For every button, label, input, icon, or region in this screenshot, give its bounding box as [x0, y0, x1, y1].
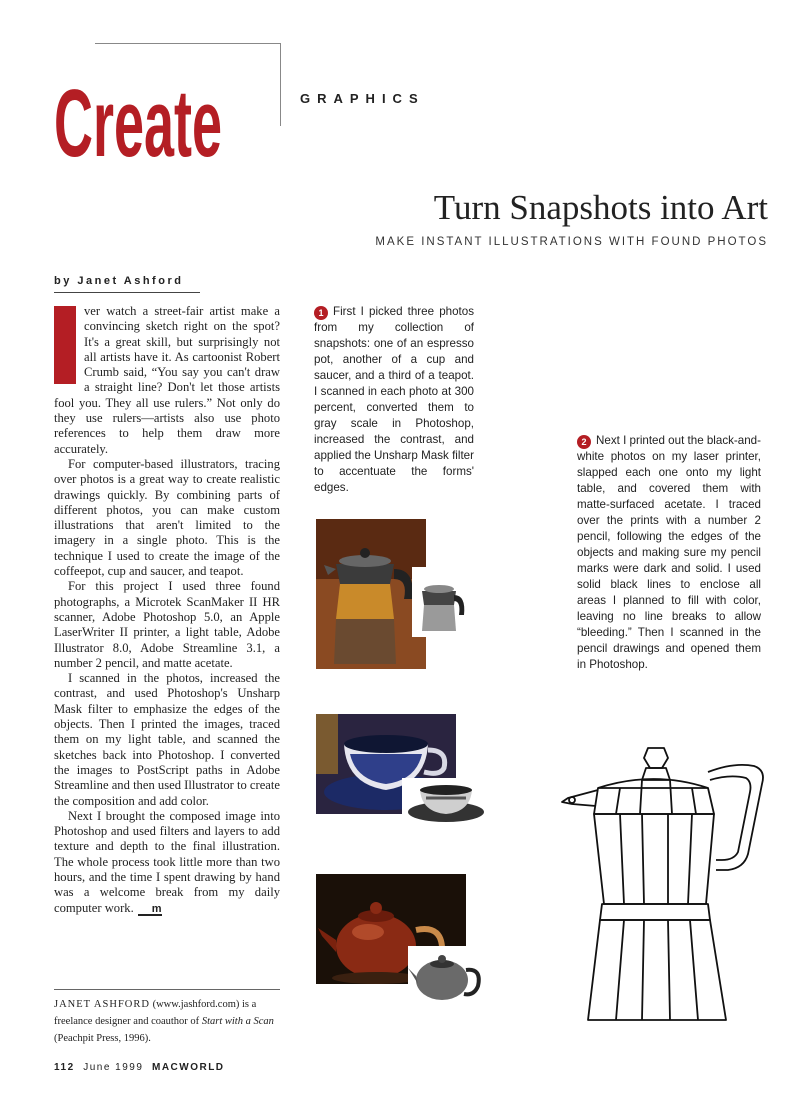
paragraph: For computer-based illustrators, tracing over photos is a great way to create realistic drawings quickly. By combining parts of different photos, you can make custom illustrations that aren't limited to the imagery in a single photo. This is the technique I used to create the image of the coffeepot, cup and saucer, and teapot.: [54, 456, 280, 579]
paragraph: Next I brought the composed image into Photoshop and used filters and layers to add texture and depth to the final illustration. The whole process took little more than two hours, and the time I spent drawing by hand was a welcome break from my daily computer work. m: [54, 808, 280, 915]
article-subtitle: MAKE INSTANT ILLUSTRATIONS WITH FOUND PHOTOS: [375, 236, 768, 248]
drop-cap: [54, 306, 76, 384]
department-logo-text: Create: [54, 70, 222, 160]
espresso-pot-line-drawing: [558, 744, 768, 1029]
issue-date: June 1999: [83, 1062, 144, 1073]
cup-and-saucer-photo: [316, 714, 488, 830]
byline-rule: [54, 292, 200, 293]
header-divider: [280, 43, 281, 126]
page-footer: [54, 1062, 225, 1073]
department-logo: [54, 68, 224, 160]
byline: by Janet Ashford: [54, 275, 184, 287]
step-text: First I picked three photos from my collection of snapshots: one of an espresso pot, another of a cup and saucer, and a third of a teapot. I scanned in each photo at 300 percent, converted them to gray scale in Photoshop, increased the contrast, and applied the Unsharp Mask filter to accentuate the forms' edges.: [314, 305, 474, 494]
paragraph: ver watch a street-fair artist make a convincing sketch right on the spot? It's a great skill, but surprisingly not all artists have it. As cartoonist Robert Crumb said, “You say you can't draw a straight line? Don't let those artists fool you. They all use rulers.” Not only do they use rulers—artists also use photo references to help them draw more accurately.: [54, 304, 280, 456]
teapot-photo: [316, 874, 491, 1009]
paragraph: I scanned in the photos, increased the contrast, and used Photoshop's Unsharp Mask filter to emphasize the edges of the objects. Then I printed the images, traced them on my light table, and scanned the sketches back into Photoshop. I converted the images to PostScript paths in Adobe Streamline and then used Illustrator to create the composition and add color.: [54, 671, 280, 808]
paragraph: For this project I used three found photographs, a Microtek ScanMaker II HR scanner, Adobe Photoshop 5.0, an Apple LaserWriter II printer, a light table, Adobe Illustrator 8.0, Adobe Streamline 3.1, a number 2 pencil, and matte acetate.: [54, 579, 280, 670]
section-label: GRAPHICS: [300, 91, 425, 106]
article-title: Turn Snapshots into Art: [433, 188, 768, 227]
step-text: Next I printed out the black-and-white photos on my laser printer, slapped each one onto my light table, and covered them with matte-surfaced acetate. I traced over the prints with a number 2 pencil, following the edges of the objects and making sure my pencil marks were dark and solid. I used solid black lines to enclose all areas I planned to fill with color, leaving no line breaks to allow “bleeding.” Then I scanned in the pencil drawings and opened them in Photoshop.: [577, 434, 761, 671]
bio-rule: [54, 989, 280, 990]
step-2: [577, 433, 761, 673]
step-number-badge: 1: [314, 306, 328, 320]
article-body: [54, 304, 280, 916]
step-number-badge: 2: [577, 435, 591, 449]
header-rule: [95, 43, 280, 44]
magazine-name: MACWORLD: [151, 1062, 225, 1073]
step-1: [314, 304, 474, 496]
end-mark: m: [138, 904, 162, 916]
espresso-pot-photo: [316, 519, 468, 669]
page-number: 112: [54, 1062, 75, 1073]
author-bio: JANET ASHFORD (www.jashford.com) is a freelance designer and coauthor of Start with a Scan (Peachpit Press, 1996).: [54, 999, 274, 1044]
